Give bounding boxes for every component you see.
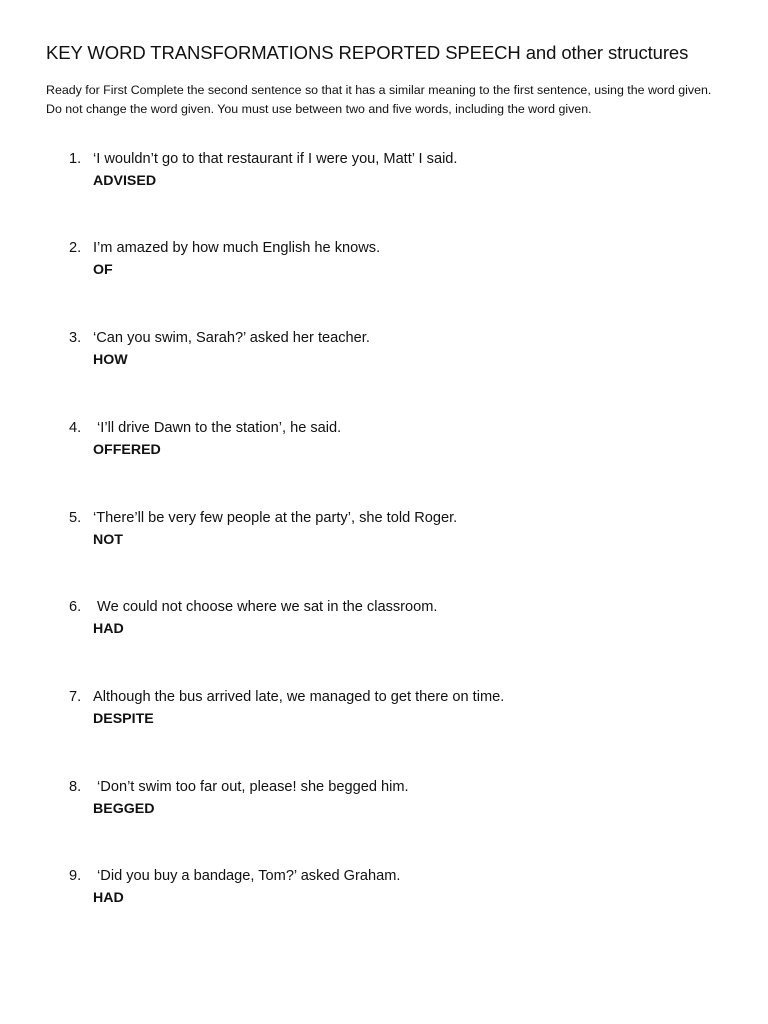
question-sentence: ‘I wouldn’t go to that restaurant if I were you, Matt’ I said. xyxy=(93,151,458,167)
question-item xyxy=(0,598,768,648)
key-word: ADVISED xyxy=(93,173,157,189)
key-word: BEGGED xyxy=(93,801,155,817)
question-sentence: ‘Don’t swim too far out, please! she begged him. xyxy=(93,779,409,795)
question-item xyxy=(0,150,768,200)
question-sentence: ‘I’ll drive Dawn to the station’, he said. xyxy=(93,420,342,436)
question-item xyxy=(0,778,768,828)
question-sentence: ‘Can you swim, Sarah?’ asked her teacher. xyxy=(93,330,370,346)
page-title: KEY WORD TRANSFORMATIONS REPORTED SPEECH and other structures xyxy=(46,42,689,63)
key-word: HOW xyxy=(93,352,128,368)
instructions-text: Ready for First Complete the second sentence so that it has a similar meaning to the first sentence, using the word given. Do not change the word given. You must use between two and five words, including the word given. xyxy=(46,83,712,116)
question-number: 8. xyxy=(69,779,82,795)
key-word: HAD xyxy=(93,890,124,906)
question-sentence: We could not choose where we sat in the classroom. xyxy=(93,599,438,615)
question-item xyxy=(0,419,768,469)
key-word: DESPITE xyxy=(93,711,154,727)
key-word: OFFERED xyxy=(93,442,161,458)
question-item xyxy=(0,867,768,917)
question-item xyxy=(0,688,768,738)
question-number: 9. xyxy=(69,868,82,884)
question-sentence: ‘There’ll be very few people at the party’, she told Roger. xyxy=(93,510,458,526)
question-item xyxy=(0,329,768,379)
key-word: HAD xyxy=(93,621,124,637)
question-number: 3. xyxy=(69,330,82,346)
question-number: 6. xyxy=(69,599,82,615)
key-word: OF xyxy=(93,262,113,278)
key-word: NOT xyxy=(93,532,123,548)
question-sentence: I’m amazed by how much English he knows. xyxy=(93,240,381,256)
question-number: 2. xyxy=(69,240,82,256)
question-sentence: ‘Did you buy a bandage, Tom?’ asked Graham. xyxy=(93,868,401,884)
question-number: 5. xyxy=(69,510,82,526)
question-item xyxy=(0,239,768,289)
question-number: 7. xyxy=(69,689,82,705)
question-number: 1. xyxy=(69,151,82,167)
question-sentence: Although the bus arrived late, we managed to get there on time. xyxy=(93,689,505,705)
question-number: 4. xyxy=(69,420,82,436)
question-item xyxy=(0,509,768,559)
